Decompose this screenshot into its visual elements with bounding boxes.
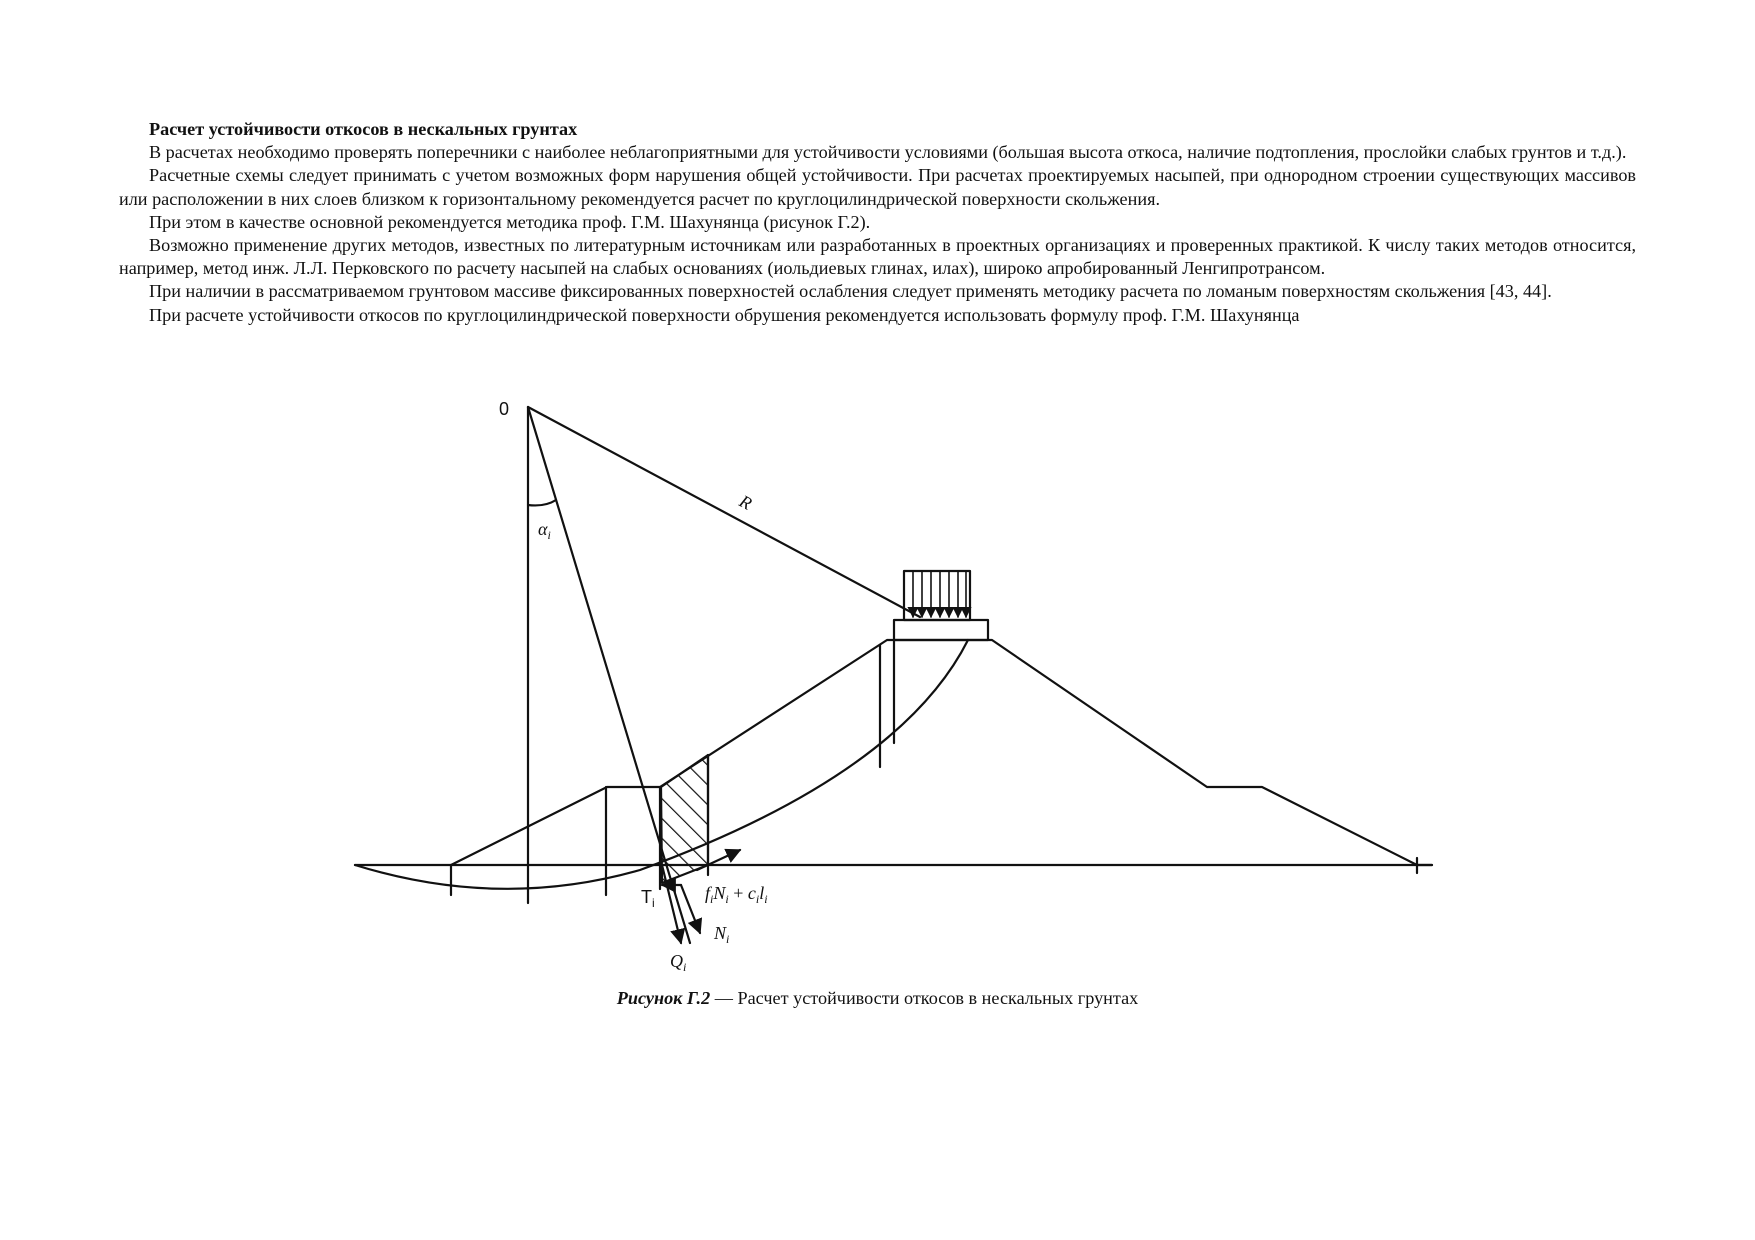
paragraph-6: При расчете устойчивости откосов по круглоцилиндрической поверхности обрушения рекомендуется использовать формулу проф. Г.М. Шахунянца — [149, 304, 1300, 325]
document-body — [119, 118, 1636, 327]
alpha-subscript: i — [547, 528, 551, 542]
t-symbol: T — [641, 887, 652, 907]
ni-symbol: N — [714, 923, 727, 943]
caption-text: Расчет устойчивости откосов в нескальных грунтах — [737, 988, 1139, 1008]
alpha-arc — [528, 500, 556, 505]
label-q — [670, 951, 686, 974]
paragraph-5: При наличии в рассматриваемом грунтовом массиве фиксированных поверхностей ослабления следует применять методику расчета по ломаным поверхностям скольжения [43, 44]. — [149, 281, 1552, 302]
crest-footing — [894, 620, 988, 640]
q-subscript: i — [683, 960, 687, 974]
plus-symbol: + — [728, 883, 748, 903]
figure-caption — [0, 988, 1755, 1009]
radius-line — [528, 407, 920, 617]
f-symbol: f — [705, 883, 711, 903]
caption-separator: — — [710, 988, 738, 1008]
c-subscript: i — [755, 892, 760, 906]
c-symbol: c — [747, 883, 756, 903]
n-subscript: i — [725, 892, 729, 906]
slope-diagram — [0, 395, 1755, 995]
label-t — [641, 887, 655, 910]
paragraph-1: В расчетах необходимо проверять поперечники с наиболее неблагоприятными для устойчивости условиями (большая высота откоса, наличие подтопления, прослойки слабых грунтов и т.д.). — [149, 142, 1627, 163]
t-subscript: i — [652, 896, 655, 910]
alpha-symbol: α — [538, 519, 548, 539]
section-heading: Расчет устойчивости откосов в нескальных грунтах — [149, 119, 578, 139]
paragraph-2: Расчетные схемы следует принимать с учетом возможных форм нарушения общей устойчивости. При расчетах проектируемых насыпей, при однородном строении существующих массивов или расположении в них слоев близком к горизонтальному рекомендуется расчет по круглоцилиндрической поверхности скольжения. — [119, 165, 1636, 209]
slope-stability-figure — [0, 395, 1755, 995]
label-n — [713, 923, 729, 946]
label-resistance — [705, 883, 768, 906]
label-alpha — [538, 519, 551, 542]
q-symbol: Q — [670, 951, 683, 971]
paragraph-3: При этом в качестве основной рекомендуется методика проф. Г.М. Шахунянца (рисунок Г.2). — [149, 211, 871, 232]
l-symbol: l — [759, 883, 765, 903]
label-radius: R — [736, 490, 756, 514]
caption-number: Рисунок Г.2 — [616, 988, 711, 1008]
hatched-slice[interactable] — [661, 755, 708, 883]
n-symbol: N — [713, 883, 726, 903]
f-subscript: i — [710, 892, 714, 906]
paragraph-4: Возможно применение других методов, известных по литературным источникам или разработанных в проектных организациях и проверенных практикой. К числу таких методов относится, например, метод инж. Л.Л. Перковского по расчету насыпей на слабых основаниях (иольдиевых глинах, илах), широко апробированный Ленгипротрансом. — [119, 235, 1636, 279]
label-center: 0 — [499, 399, 510, 419]
l-subscript: i — [764, 892, 768, 906]
embankment-profile — [451, 640, 1417, 865]
ni-subscript: i — [726, 932, 730, 946]
